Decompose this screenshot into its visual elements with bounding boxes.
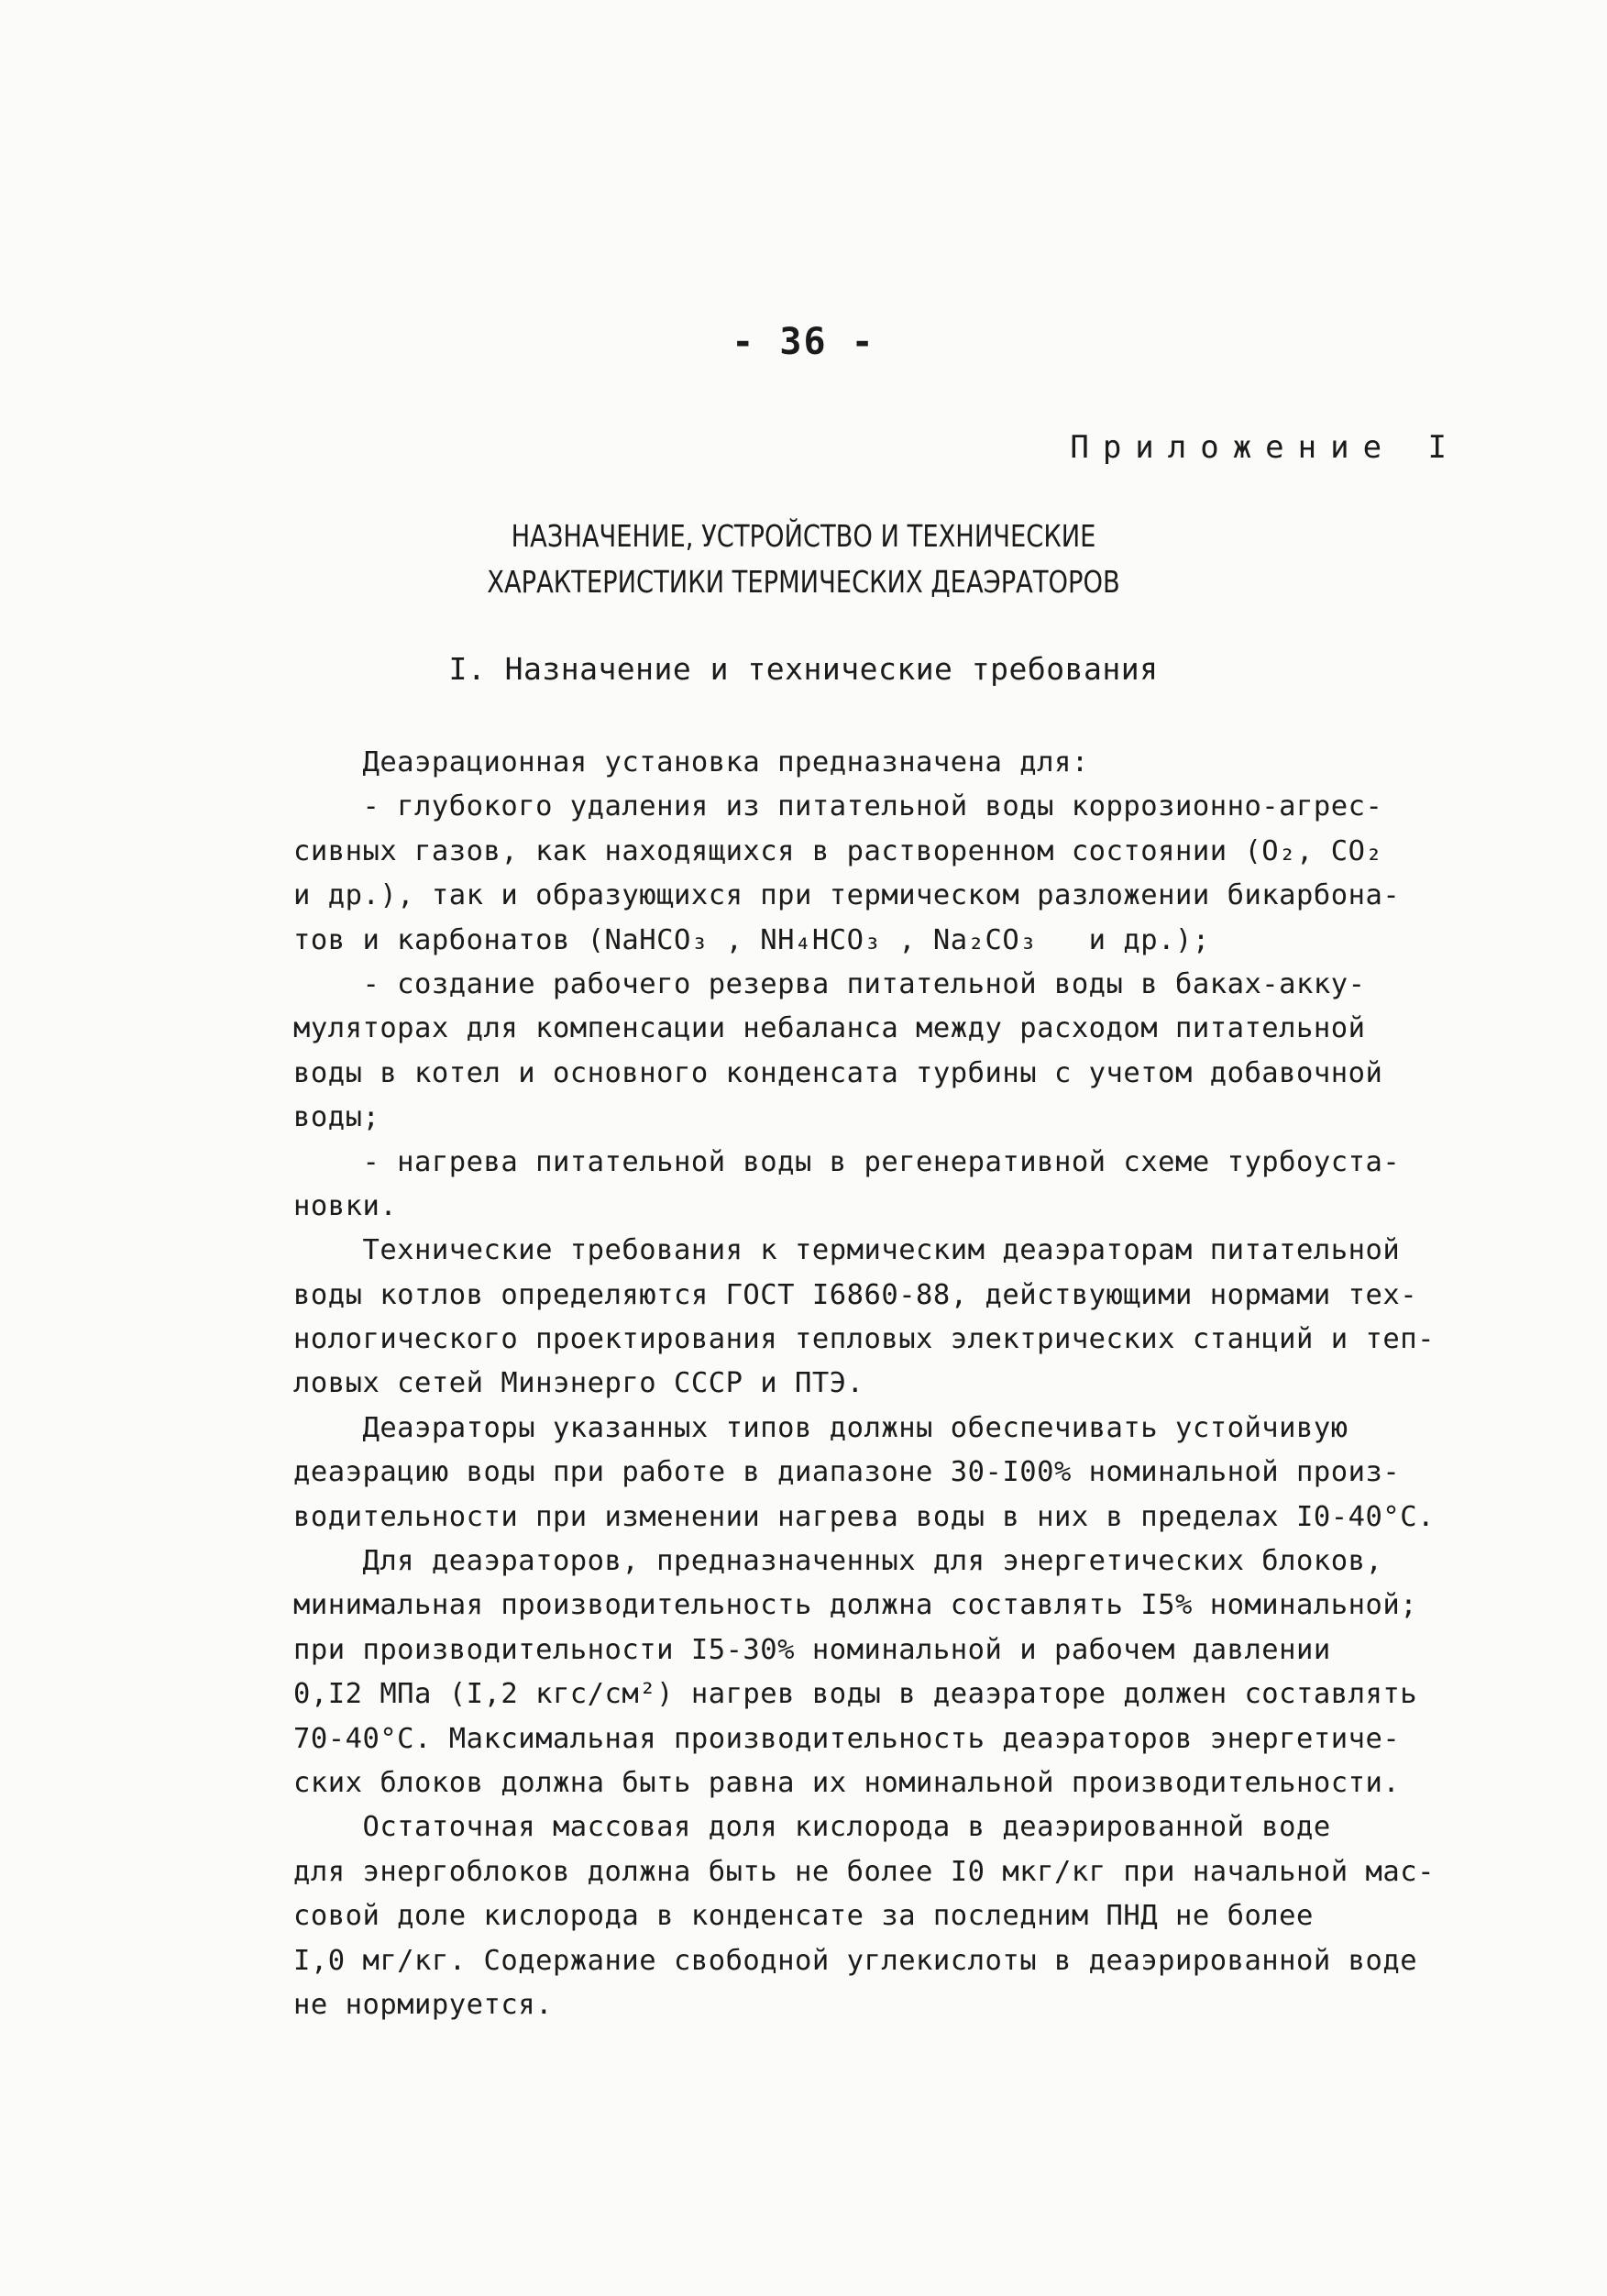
body-line: сивных газов, как находящихся в растворенном состоянии (O₂, CO₂ (293, 834, 1383, 867)
body-line: - создание рабочего резерва питательной воды в баках-акку- (293, 967, 1366, 1000)
body-line: и др.), так и образующихся при термическом разложении бикарбона- (293, 879, 1401, 912)
body-line: водительности при изменении нагрева воды в них в пределах I0-40°С. (293, 1500, 1435, 1533)
body-line: совой доле кислорода в конденсате за последним ПНД не более (293, 1900, 1314, 1933)
page-number: - 36 - (732, 321, 875, 363)
body-line: - нагрева питательной воды в регенеративной схеме турбоуста- (293, 1145, 1401, 1178)
body-line: нологического проектирования тепловых электрических станций и теп- (293, 1323, 1435, 1356)
body-line: Технические требования к термическим деаэраторам питательной (293, 1234, 1401, 1267)
body-line: при производительности I5-30% номинальной и рабочем давлении (293, 1633, 1331, 1666)
body-line: I,0 мг/кг. Содержание свободной углекислоты в деаэрированной воде (293, 1944, 1418, 1977)
body-text (293, 741, 1513, 2027)
body-line: воды; (293, 1101, 380, 1134)
body-line: тов и карбонатов (NaHCO₃ , NH₄HCO₃ , Na₂CO₃ и др.); (293, 923, 1210, 956)
body-line: 70-40°С. Максимальная производительность деаэраторов энергетиче- (293, 1722, 1401, 1755)
body-line: Для деаэраторов, предназначенных для энергетических блоков, (293, 1545, 1383, 1578)
body-line: Деаэраторы указанных типов должны обеспечивать устойчивую (293, 1411, 1348, 1444)
body-line: воды котлов определяются ГОСТ I6860-88, действующими нормами тех- (293, 1278, 1418, 1311)
title-line-1: НАЗНАЧЕНИЕ, УСТРОЙСТВО И ТЕХНИЧЕСКИЕ (511, 518, 1096, 554)
body-line: ских блоков должна быть равна их номинальной производительности. (293, 1766, 1401, 1799)
title-line-2: ХАРАКТЕРИСТИКИ ТЕРМИЧЕСКИХ ДЕАЭРАТОРОВ (487, 564, 1120, 600)
body-line: Деаэрационная установка предназначена для: (293, 746, 1089, 778)
body-line: для энергоблоков должна быть не более I0 мкг/кг при начальной мас- (293, 1855, 1435, 1888)
body-line: новки. (293, 1189, 398, 1222)
body-line: минимальная производительность должна составлять I5% номинальной; (293, 1589, 1418, 1622)
appendix-label: Приложение I (1070, 429, 1460, 466)
body-line: не нормируется. (293, 1988, 553, 2021)
body-line: Остаточная массовая доля кислорода в деаэрированной воде (293, 1811, 1331, 1844)
body-line: - глубокого удаления из питательной воды коррозионно-агрес- (293, 790, 1383, 823)
document-title (64, 513, 1543, 605)
body-line: деаэрацию воды при работе в диапазоне 30-I00% номинальной произ- (293, 1456, 1401, 1489)
body-line: воды в котел и основного конденсата турбины с учетом добавочной (293, 1056, 1383, 1089)
section-heading: I. Назначение и технические требования (448, 651, 1159, 687)
body-line: 0,I2 МПа (I,2 кгс/см²) нагрев воды в деаэраторе должен составлять (293, 1678, 1418, 1711)
body-line: ловых сетей Минэнерго СССР и ПТЭ. (293, 1367, 864, 1400)
body-line: муляторах для компенсации небаланса между расходом питательной (293, 1012, 1366, 1045)
